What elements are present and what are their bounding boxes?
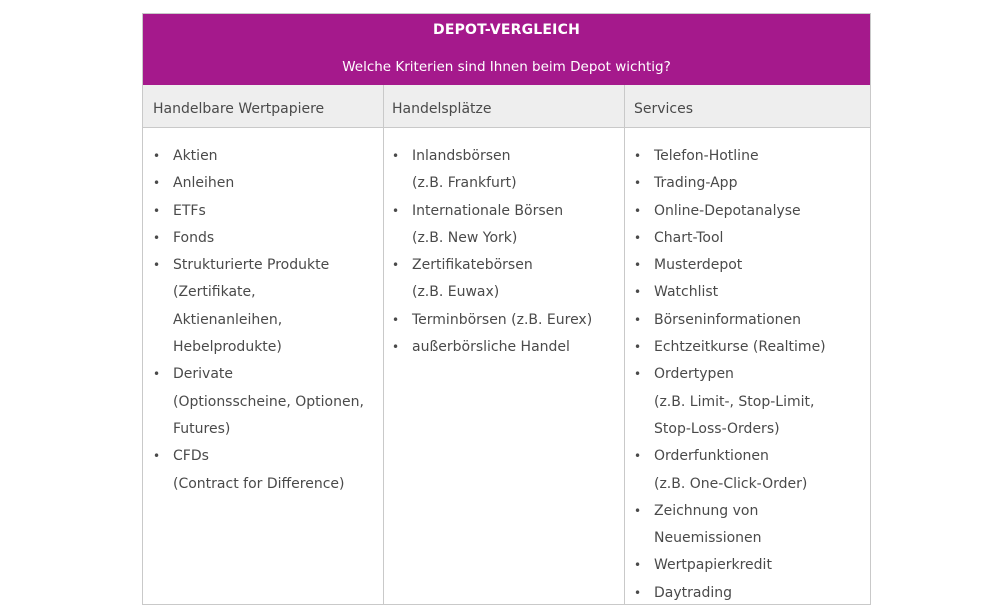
list-item-text: • Trading-App bbox=[654, 175, 738, 192]
list-item bbox=[153, 170, 381, 197]
column-divider bbox=[383, 85, 384, 604]
column-header-services: Services bbox=[634, 101, 694, 117]
list-item-text: • Terminbörsen (z.B. Eurex) bbox=[412, 311, 593, 328]
list-item bbox=[634, 225, 868, 252]
list-item bbox=[634, 580, 868, 607]
list-item-text: • Zeichnung von bbox=[654, 502, 759, 519]
list-item bbox=[634, 279, 868, 306]
list-item-text: • außerbörsliche Handel bbox=[412, 339, 570, 356]
list-item-text: • Orderfunktionen bbox=[654, 448, 769, 465]
list-item bbox=[153, 143, 381, 170]
list-item bbox=[392, 334, 622, 361]
list-item bbox=[153, 225, 381, 252]
column-venues bbox=[392, 143, 622, 361]
list-item-text: • Inlandsbörsen bbox=[412, 148, 511, 164]
list-item-text: • Echtzeitkurse (Realtime) bbox=[654, 339, 826, 356]
list-item-text: • Wertpapierkredit bbox=[654, 557, 772, 574]
list-item-text: • Chart-Tool bbox=[654, 229, 724, 246]
list-item-text: • Telefon-Hotline bbox=[654, 148, 759, 164]
column-header-row bbox=[143, 85, 870, 128]
list-item-text: • Watchlist bbox=[654, 284, 719, 301]
list-item bbox=[392, 307, 622, 334]
column-securities bbox=[153, 143, 381, 498]
list-item bbox=[634, 198, 868, 225]
venues-list bbox=[392, 143, 622, 361]
list-item bbox=[634, 252, 868, 279]
list-item-text: (z.B. One-Click-Order) bbox=[654, 475, 808, 492]
list-item bbox=[634, 307, 868, 334]
column-header-venues: Handelsplätze bbox=[392, 101, 492, 117]
list-item-text: • Online-Depotanalyse bbox=[654, 202, 801, 219]
list-item bbox=[634, 170, 868, 197]
list-item-text: • Musterdepot bbox=[654, 257, 743, 274]
table-subtitle: Welche Kriterien sind Ihnen beim Depot wichtig? bbox=[342, 59, 671, 75]
list-item bbox=[634, 334, 868, 361]
list-item bbox=[392, 198, 622, 253]
list-item-text: • Fonds bbox=[173, 229, 215, 246]
list-item-text: (z.B. Limit-, Stop-Limit, bbox=[654, 393, 815, 410]
list-item-text: (z.B. Euwax) bbox=[412, 284, 500, 301]
list-item-text: • Zertifikatebörsen bbox=[412, 257, 533, 274]
list-item bbox=[392, 252, 622, 307]
list-item bbox=[634, 361, 868, 443]
list-item bbox=[392, 143, 622, 198]
table-banner bbox=[143, 14, 870, 85]
list-item-text: • Ordertypen bbox=[654, 366, 734, 383]
list-item bbox=[153, 361, 381, 443]
services-list bbox=[634, 143, 868, 607]
list-item-text: • ETFs bbox=[173, 202, 206, 219]
list-item bbox=[634, 443, 868, 498]
securities-list bbox=[153, 143, 381, 498]
list-item-text: (Zertifikate, bbox=[173, 284, 256, 301]
list-item bbox=[634, 552, 868, 579]
list-item-text: • Daytrading bbox=[654, 584, 733, 601]
list-item-text: • Strukturierte Produkte bbox=[173, 257, 330, 274]
list-item bbox=[153, 252, 381, 361]
column-services bbox=[634, 143, 868, 607]
column-divider bbox=[624, 85, 625, 604]
list-item bbox=[153, 443, 381, 498]
list-item-text: Hebelprodukte) bbox=[173, 339, 282, 356]
list-item-text: • Anleihen bbox=[173, 175, 235, 192]
list-item-text: • Derivate bbox=[173, 366, 234, 383]
list-item-text: • CFDs bbox=[173, 448, 209, 465]
list-item-text: (Optionsscheine, Optionen, bbox=[173, 393, 364, 410]
list-item-text: • Aktien bbox=[173, 148, 218, 164]
comparison-table bbox=[142, 13, 871, 605]
column-header-securities: Handelbare Wertpapiere bbox=[153, 101, 325, 117]
list-item-text: (Contract for Difference) bbox=[173, 475, 345, 492]
list-item-text: • Börseninformationen bbox=[654, 311, 801, 328]
list-item bbox=[634, 143, 868, 170]
list-item-text: Neuemissionen bbox=[654, 530, 762, 547]
table-title: DEPOT-VERGLEICH bbox=[433, 22, 580, 38]
list-item-text: (z.B. New York) bbox=[412, 229, 518, 246]
list-item-text: Futures) bbox=[173, 420, 231, 437]
list-item bbox=[634, 498, 868, 553]
list-item-text: Aktienanleihen, bbox=[173, 311, 283, 328]
list-item-text: Stop-Loss-Orders) bbox=[654, 420, 780, 437]
list-item bbox=[153, 198, 381, 225]
list-item-text: (z.B. Frankfurt) bbox=[412, 175, 517, 192]
list-item-text: • Internationale Börsen bbox=[412, 202, 564, 219]
